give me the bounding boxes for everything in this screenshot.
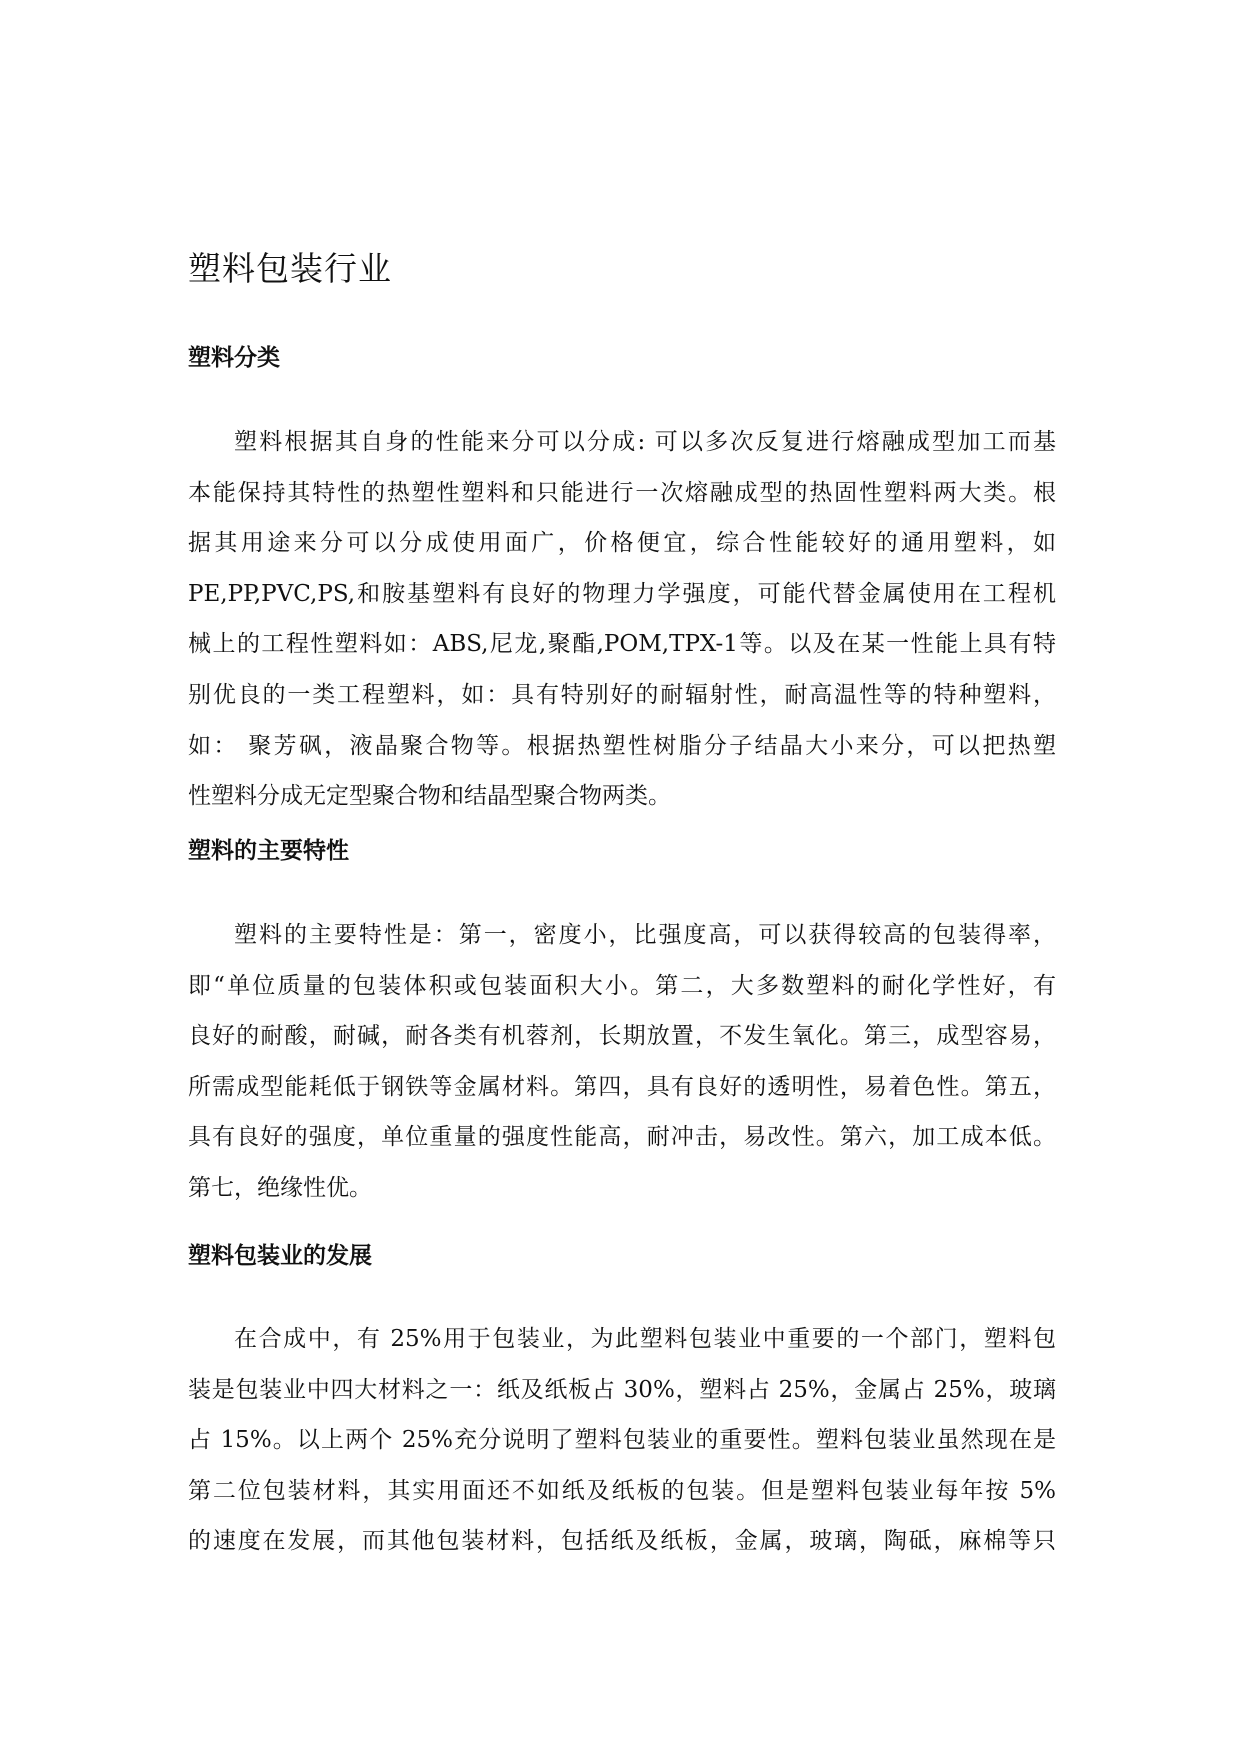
paragraph-line: 塑料根据其自身的性能来分可以分成: 可以多次反复进行熔融成型加工而基	[234, 429, 1056, 455]
paragraph-line: 如： 聚芳砜，液晶聚合物等。根据热塑性树脂分子结晶大小来分，可以把热塑	[188, 732, 1056, 759]
paragraph-development	[188, 1314, 1056, 1567]
paragraph-line: 具有良好的强度，单位重量的强度性能高，耐冲击，易改性。第六，加工成本低。	[188, 1124, 1056, 1151]
section-heading-development: 塑料包装业的发展	[188, 1243, 372, 1269]
paragraph-line: 第七，绝缘性优。	[188, 1174, 372, 1201]
paragraph-line: 的速度在发展，而其他包装材料，包括纸及纸板，金属，玻璃，陶砥，麻棉等只	[188, 1528, 1056, 1555]
paragraph-line: 本能保持其特性的热塑性塑料和只能进行一次熔融成型的热固性塑料两大类。根	[188, 479, 1056, 506]
paragraph-line: 装是包装业中四大材料之一：纸及纸板占 30%，塑料占 25%，金属占 25%，玻璃	[188, 1376, 1056, 1403]
paragraph-line: 塑料的主要特性是：第一，密度小，比强度高，可以获得较高的包装得率，	[234, 922, 1056, 948]
paragraph-line: 性塑料分成无定型聚合物和结晶型聚合物两类。	[188, 783, 671, 810]
paragraph-line: 别优良的一类工程塑料，如：具有特别好的耐辐射性，耐高温性等的特种塑料，	[188, 681, 1056, 708]
paragraph-line: 在合成中，有 25%用于包装业，为此塑料包装业中重要的一个部门，塑料包	[234, 1326, 1056, 1352]
paragraph-line: 据其用途来分可以分成使用面广，价格便宜，综合性能较好的通用塑料，如	[188, 530, 1056, 557]
paragraph-properties	[188, 910, 1056, 1214]
paragraph-line: 械上的工程性塑料如：ABS,尼龙,聚酯,POM,TPX-1等。以及在某一性能上具有特	[188, 631, 1056, 658]
paragraph-line: 所需成型能耗低于钢铁等金属材料。第四，具有良好的透明性，易着色性。第五，	[188, 1073, 1056, 1100]
document-page	[188, 0, 1056, 1754]
paragraph-line: 即“单位质量的包装体积或包装面积大小。第二，大多数塑料的耐化学性好，有	[188, 972, 1056, 999]
paragraph-line: 第二位包装材料，其实用面还不如纸及纸板的包装。但是塑料包装业每年按 5%	[188, 1477, 1056, 1504]
section-heading-classification: 塑料分类	[188, 345, 280, 371]
section-heading-properties: 塑料的主要特性	[188, 838, 349, 864]
paragraph-line: PE,PP,PVC,PS,和胺基塑料有良好的物理力学强度，可能代替金属使用在工程机	[188, 580, 1056, 607]
document-title: 塑料包装行业	[188, 249, 392, 288]
paragraph-line: 良好的耐酸，耐碱，耐各类有机蓉剂，长期放置，不发生氧化。第三，成型容易，	[188, 1023, 1056, 1050]
paragraph-line: 占 15%。以上两个 25%充分说明了塑料包装业的重要性。塑料包装业虽然现在是	[188, 1427, 1056, 1454]
paragraph-classification	[188, 417, 1056, 822]
